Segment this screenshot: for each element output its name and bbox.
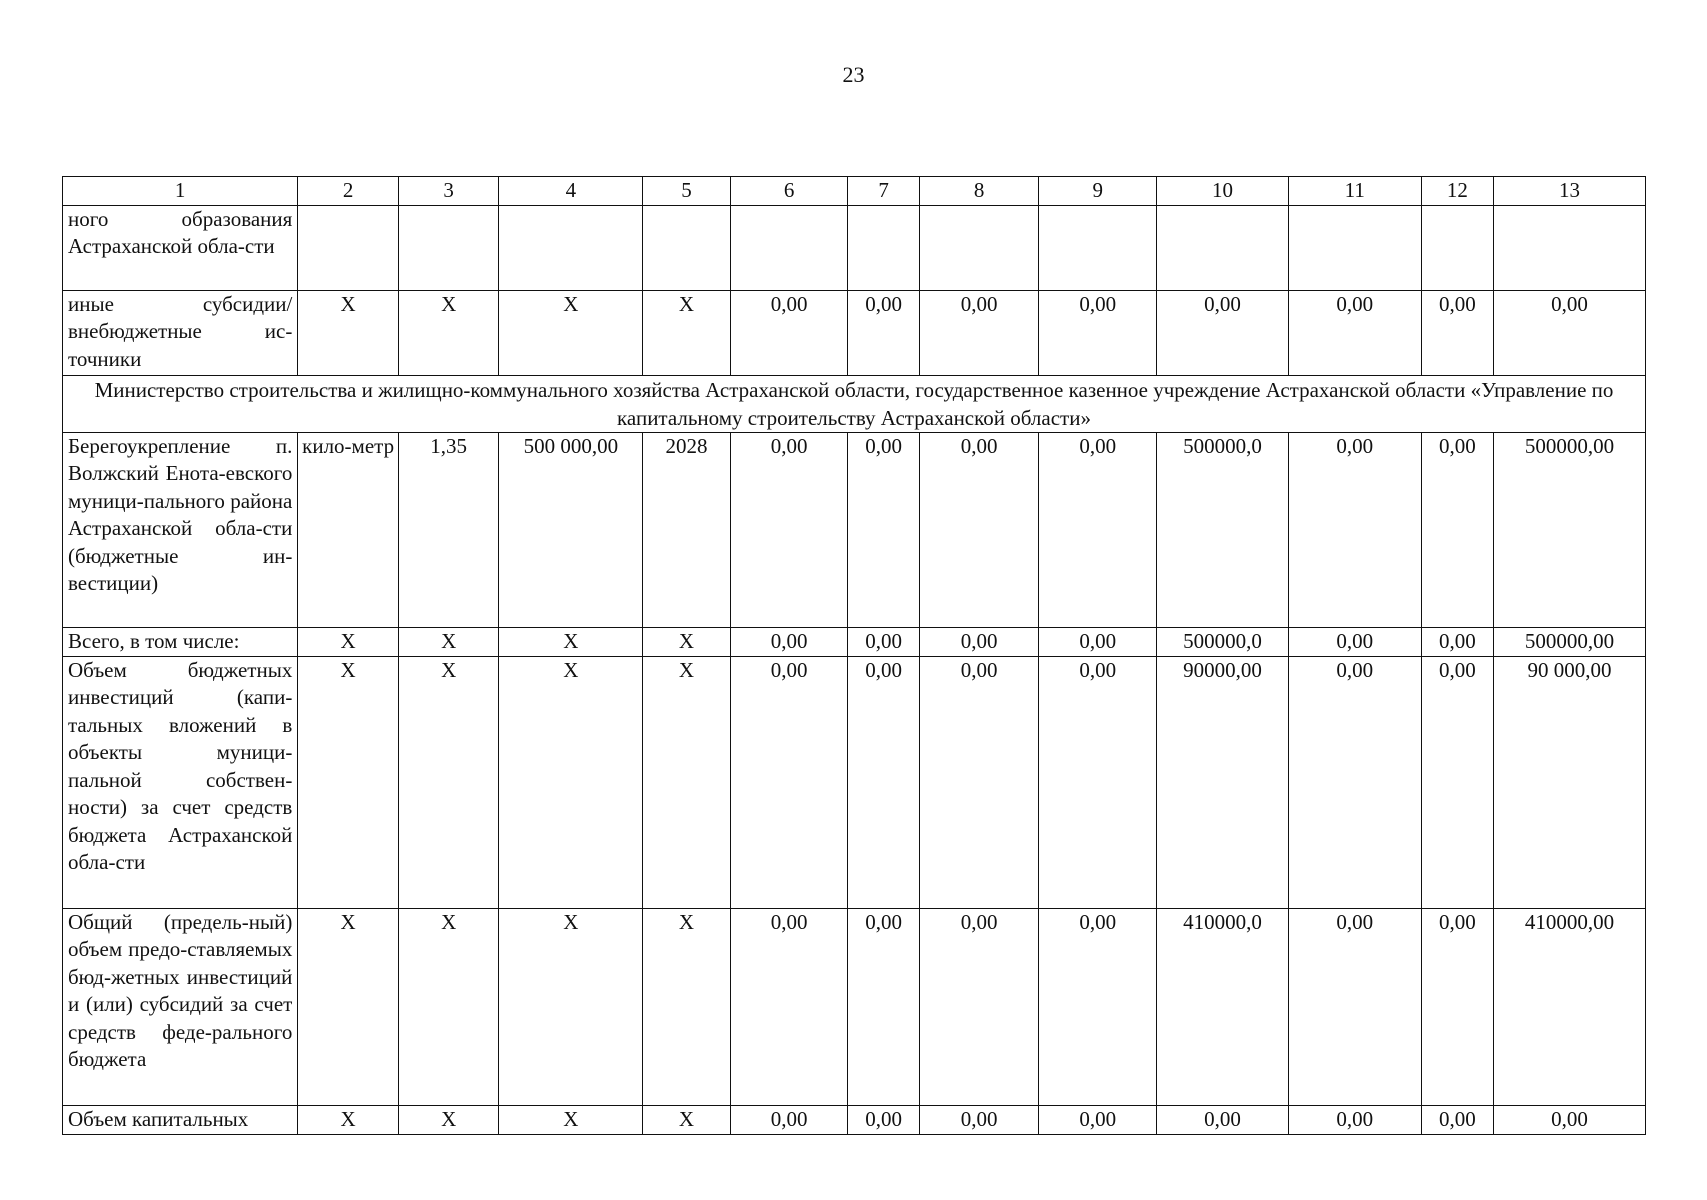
cell-col-7: 0,00 [848, 432, 919, 627]
cell-col-13: 410000,00 [1494, 908, 1646, 1105]
cell-col-2: Х [298, 908, 399, 1105]
cell-col-10: 500000,0 [1157, 432, 1289, 627]
row-label-cell: Объем бюджетных инвестиций (капи-тальных вложений в объекты муници-пальной собствен-ности) за счет средств бюджета Астраханской обла-сти [63, 656, 298, 908]
column-header-2: 2 [298, 177, 399, 206]
cell-col-8 [919, 205, 1039, 290]
cell-col-11: 0,00 [1288, 290, 1421, 375]
cell-col-6: 0,00 [730, 908, 848, 1105]
section-row [63, 375, 1646, 432]
column-header-10: 10 [1157, 177, 1289, 206]
cell-col-4: Х [499, 627, 643, 656]
cell-col-12: 0,00 [1421, 290, 1493, 375]
column-header-4: 4 [499, 177, 643, 206]
cell-col-10 [1157, 205, 1289, 290]
cell-col-9: 0,00 [1039, 908, 1157, 1105]
cell-col-9 [1039, 205, 1157, 290]
row-label-cell: Всего, в том числе: [63, 627, 298, 656]
cell-col-7: 0,00 [848, 290, 919, 375]
cell-col-13: 0,00 [1494, 1105, 1646, 1134]
cell-col-2: Х [298, 290, 399, 375]
cell-col-4 [499, 205, 643, 290]
cell-col-5: Х [643, 627, 730, 656]
table-row [63, 908, 1646, 1105]
cell-col-13: 500000,00 [1494, 432, 1646, 627]
column-header-6: 6 [730, 177, 848, 206]
cell-col-5: 2028 [643, 432, 730, 627]
cell-col-6: 0,00 [730, 1105, 848, 1134]
row-label-cell: ного образования Астраханской обла-сти [63, 205, 298, 290]
cell-col-4: Х [499, 656, 643, 908]
cell-col-3: 1,35 [398, 432, 499, 627]
column-header-3: 3 [398, 177, 499, 206]
cell-col-12: 0,00 [1421, 908, 1493, 1105]
cell-col-10: 90000,00 [1157, 656, 1289, 908]
cell-col-11: 0,00 [1288, 656, 1421, 908]
table-row [63, 627, 1646, 656]
cell-col-13: 90 000,00 [1494, 656, 1646, 908]
cell-col-12 [1421, 205, 1493, 290]
cell-col-13: 500000,00 [1494, 627, 1646, 656]
cell-col-11: 0,00 [1288, 908, 1421, 1105]
cell-col-9: 0,00 [1039, 656, 1157, 908]
row-label-cell: Объем капитальных [63, 1105, 298, 1134]
column-header-9: 9 [1039, 177, 1157, 206]
cell-col-9: 0,00 [1039, 290, 1157, 375]
column-header-1: 1 [63, 177, 298, 206]
column-header-8: 8 [919, 177, 1039, 206]
cell-col-13 [1494, 205, 1646, 290]
budget-table [62, 176, 1646, 1135]
cell-col-8: 0,00 [919, 656, 1039, 908]
cell-col-6: 0,00 [730, 290, 848, 375]
cell-col-3: Х [398, 1105, 499, 1134]
column-header-5: 5 [643, 177, 730, 206]
cell-col-9: 0,00 [1039, 627, 1157, 656]
cell-col-3: Х [398, 656, 499, 908]
table-row [63, 205, 1646, 290]
cell-col-6: 0,00 [730, 627, 848, 656]
cell-col-13: 0,00 [1494, 290, 1646, 375]
cell-col-5: Х [643, 290, 730, 375]
cell-col-5: Х [643, 656, 730, 908]
table-row [63, 432, 1646, 627]
cell-col-12: 0,00 [1421, 1105, 1493, 1134]
cell-col-2: Х [298, 1105, 399, 1134]
section-title: Министерство строительства и жилищно-коммунального хозяйства Астраханской области, государственное казенное учреждение Астраханской области «Управление по капитальному строительству Астраханской области» [63, 375, 1646, 432]
table-row [63, 656, 1646, 908]
cell-col-11: 0,00 [1288, 1105, 1421, 1134]
cell-col-7: 0,00 [848, 1105, 919, 1134]
cell-col-8: 0,00 [919, 290, 1039, 375]
cell-col-7: 0,00 [848, 627, 919, 656]
cell-col-9: 0,00 [1039, 432, 1157, 627]
cell-col-11: 0,00 [1288, 627, 1421, 656]
cell-col-11 [1288, 205, 1421, 290]
cell-col-3 [398, 205, 499, 290]
cell-col-6: 0,00 [730, 656, 848, 908]
column-header-12: 12 [1421, 177, 1493, 206]
cell-col-7: 0,00 [848, 908, 919, 1105]
cell-col-2 [298, 205, 399, 290]
row-label-cell: иные субсидии/ внебюджетные ис-точники [63, 290, 298, 375]
cell-col-10: 410000,0 [1157, 908, 1289, 1105]
cell-col-8: 0,00 [919, 432, 1039, 627]
cell-col-11: 0,00 [1288, 432, 1421, 627]
cell-col-12: 0,00 [1421, 656, 1493, 908]
cell-col-3: Х [398, 627, 499, 656]
cell-col-2: Х [298, 627, 399, 656]
cell-col-8: 0,00 [919, 1105, 1039, 1134]
cell-col-3: Х [398, 290, 499, 375]
cell-col-7 [848, 205, 919, 290]
table-row [63, 1105, 1646, 1134]
table-body [63, 177, 1646, 1135]
column-header-7: 7 [848, 177, 919, 206]
cell-col-12: 0,00 [1421, 627, 1493, 656]
cell-col-6: 0,00 [730, 432, 848, 627]
cell-col-7: 0,00 [848, 656, 919, 908]
cell-col-8: 0,00 [919, 627, 1039, 656]
cell-col-3: Х [398, 908, 499, 1105]
cell-col-5 [643, 205, 730, 290]
cell-col-9: 0,00 [1039, 1105, 1157, 1134]
header-row [63, 177, 1646, 206]
cell-col-4: Х [499, 908, 643, 1105]
cell-col-4: Х [499, 1105, 643, 1134]
cell-col-2: Х [298, 656, 399, 908]
cell-col-12: 0,00 [1421, 432, 1493, 627]
table-row [63, 290, 1646, 375]
cell-col-10: 0,00 [1157, 290, 1289, 375]
row-label-cell: Берегоукрепление п. Волжский Енота-евского муници-пального района Астраханской обла-сти (бюджетные ин-вестиции) [63, 432, 298, 627]
page-number: 23 [842, 62, 865, 87]
row-label-cell: Общий (предель-ный) объем предо-ставляемых бюд-жетных инвестиций и (или) субсидий за счет средств феде-рального бюджета [63, 908, 298, 1105]
cell-col-2: кило-метр [298, 432, 399, 627]
cell-col-10: 500000,0 [1157, 627, 1289, 656]
column-header-11: 11 [1288, 177, 1421, 206]
cell-col-6 [730, 205, 848, 290]
cell-col-4: Х [499, 290, 643, 375]
cell-col-4: 500 000,00 [499, 432, 643, 627]
cell-col-10: 0,00 [1157, 1105, 1289, 1134]
cell-col-8: 0,00 [919, 908, 1039, 1105]
column-header-13: 13 [1494, 177, 1646, 206]
cell-col-5: Х [643, 908, 730, 1105]
cell-col-5: Х [643, 1105, 730, 1134]
